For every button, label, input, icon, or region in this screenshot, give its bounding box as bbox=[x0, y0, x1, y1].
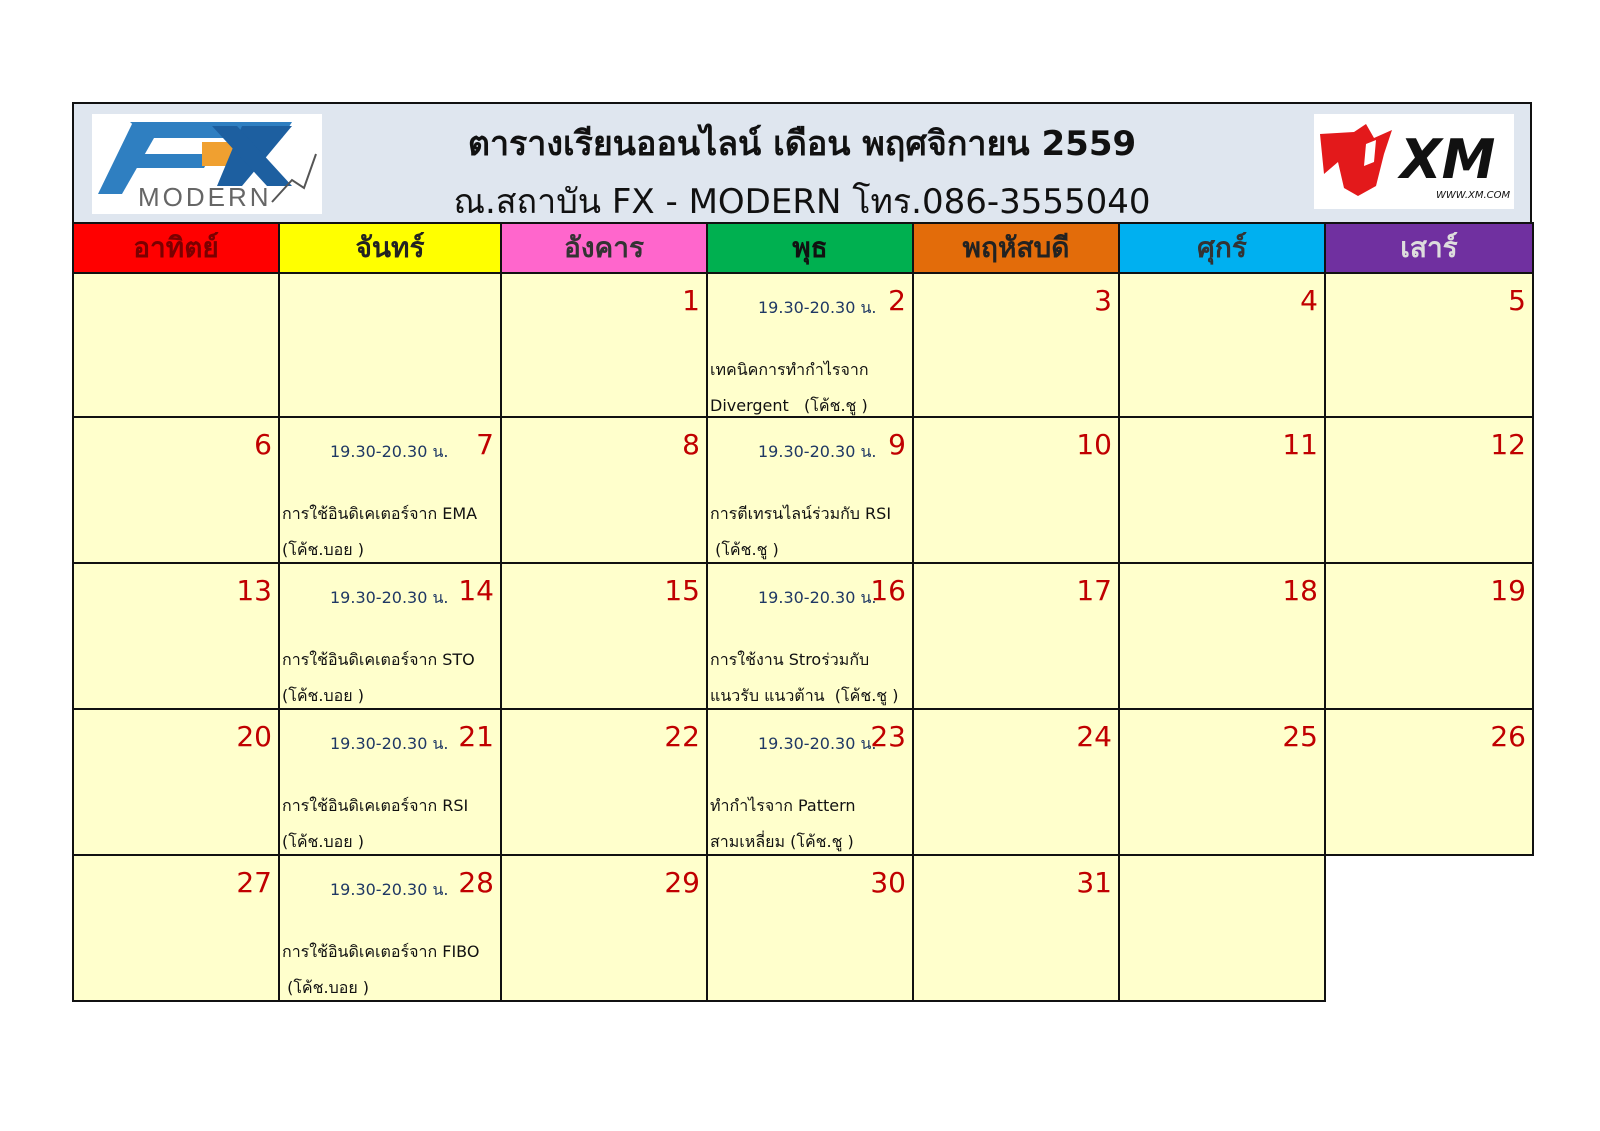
calendar-grid bbox=[72, 222, 1534, 1002]
day-number: 17 bbox=[1076, 574, 1112, 607]
day-number: 26 bbox=[1490, 720, 1526, 753]
calendar-day-cell bbox=[501, 709, 707, 855]
calendar-day-cell bbox=[1325, 709, 1533, 855]
calendar-day-cell bbox=[279, 417, 501, 563]
calendar-day-cell bbox=[1119, 417, 1325, 563]
day-number: 24 bbox=[1076, 720, 1112, 753]
class-time: 19.30-20.30 น. bbox=[758, 298, 877, 317]
calendar-subtitle: ณ.สถาบัน FX - MODERN โทร.086-3555040 bbox=[453, 182, 1151, 222]
lesson-line: เทคนิคการทำกำไรจาก bbox=[710, 360, 869, 379]
weekday-friday: ศุกร์ bbox=[1119, 223, 1325, 273]
calendar-day-cell bbox=[1325, 855, 1533, 1001]
day-number: 16 bbox=[870, 574, 906, 607]
lesson-line: การใช้งาน Stroร่วมกับ bbox=[710, 650, 870, 669]
calendar-day-cell bbox=[913, 709, 1119, 855]
weekday-thursday: พฤหัสบดี bbox=[913, 223, 1119, 273]
weekday-saturday: เสาร์ bbox=[1325, 223, 1533, 273]
day-number: 23 bbox=[870, 720, 906, 753]
day-number: 20 bbox=[236, 720, 272, 753]
lesson-line: สามเหลี่ยม (โค้ช.ชู ) bbox=[710, 832, 854, 851]
lesson-line: การใช้อินดิเคเตอร์จาก RSI bbox=[282, 796, 469, 815]
weekday-monday: จันทร์ bbox=[279, 223, 501, 273]
day-number: 27 bbox=[236, 866, 272, 899]
calendar-day-cell bbox=[707, 273, 913, 417]
calendar-day-cell bbox=[501, 273, 707, 417]
calendar-day-cell bbox=[73, 273, 279, 417]
day-number: 3 bbox=[1094, 284, 1112, 317]
calendar-day-cell bbox=[279, 563, 501, 709]
calendar-day-cell bbox=[913, 563, 1119, 709]
calendar-day-cell bbox=[707, 709, 913, 855]
calendar-day-cell bbox=[1119, 855, 1325, 1001]
day-number: 8 bbox=[682, 428, 700, 461]
calendar-day-cell bbox=[501, 563, 707, 709]
day-number: 19 bbox=[1490, 574, 1526, 607]
day-number: 13 bbox=[236, 574, 272, 607]
day-number: 18 bbox=[1282, 574, 1318, 607]
calendar-sheet bbox=[72, 102, 1532, 1002]
lesson-line: การใช้อินดิเคเตอร์จาก EMA bbox=[282, 504, 478, 523]
day-number: 25 bbox=[1282, 720, 1318, 753]
calendar-week-row bbox=[73, 273, 1533, 417]
class-time: 19.30-20.30 น. bbox=[330, 734, 449, 753]
day-number: 9 bbox=[888, 428, 906, 461]
calendar-day-cell bbox=[707, 563, 913, 709]
day-number: 7 bbox=[476, 428, 494, 461]
lesson-description bbox=[710, 642, 920, 714]
calendar-day-cell bbox=[279, 855, 501, 1001]
calendar-day-cell bbox=[73, 855, 279, 1001]
xm-logo bbox=[1314, 114, 1514, 209]
day-number: 21 bbox=[458, 720, 494, 753]
lesson-line: (โค้ช.ชู ) bbox=[710, 540, 779, 559]
day-number: 4 bbox=[1300, 284, 1318, 317]
lesson-description bbox=[282, 788, 492, 860]
weekday-tuesday: อังคาร bbox=[501, 223, 707, 273]
class-time: 19.30-20.30 น. bbox=[758, 442, 877, 461]
day-number: 10 bbox=[1076, 428, 1112, 461]
day-number: 1 bbox=[682, 284, 700, 317]
weekday-wednesday: พุธ bbox=[707, 223, 913, 273]
lesson-line: การตีเทรนไลน์ร่วมกับ RSI bbox=[710, 504, 892, 523]
class-time: 19.30-20.30 น. bbox=[330, 442, 449, 461]
lesson-line: การใช้อินดิเคเตอร์จาก STO bbox=[282, 650, 475, 669]
lesson-description bbox=[710, 496, 920, 568]
calendar-day-cell bbox=[707, 855, 913, 1001]
weekday-sunday: อาทิตย์ bbox=[73, 223, 279, 273]
day-number: 28 bbox=[458, 866, 494, 899]
day-number: 22 bbox=[664, 720, 700, 753]
calendar-day-cell bbox=[279, 709, 501, 855]
class-time: 19.30-20.30 น. bbox=[758, 588, 877, 607]
calendar-day-cell bbox=[913, 417, 1119, 563]
svg-text:XM: XM bbox=[1400, 128, 1496, 191]
day-number: 2 bbox=[888, 284, 906, 317]
day-number: 15 bbox=[664, 574, 700, 607]
lesson-description bbox=[282, 934, 492, 1006]
svg-text:WWW.XM.COM: WWW.XM.COM bbox=[1436, 190, 1511, 201]
lesson-description bbox=[710, 352, 920, 424]
calendar-day-cell bbox=[913, 855, 1119, 1001]
calendar-week-row bbox=[73, 417, 1533, 563]
calendar-day-cell bbox=[1119, 709, 1325, 855]
lesson-line: Divergent (โค้ช.ชู ) bbox=[710, 396, 868, 415]
calendar-week-row bbox=[73, 709, 1533, 855]
calendar-day-cell bbox=[73, 563, 279, 709]
weekday-header-row bbox=[73, 223, 1533, 273]
day-number: 11 bbox=[1282, 428, 1318, 461]
lesson-description bbox=[710, 788, 920, 860]
calendar-day-cell bbox=[279, 273, 501, 417]
lesson-line: (โค้ช.บอย ) bbox=[282, 686, 364, 705]
day-number: 31 bbox=[1076, 866, 1112, 899]
calendar-day-cell bbox=[73, 417, 279, 563]
lesson-description bbox=[282, 496, 492, 568]
calendar-day-cell bbox=[501, 417, 707, 563]
calendar-day-cell bbox=[1325, 563, 1533, 709]
day-number: 12 bbox=[1490, 428, 1526, 461]
day-number: 6 bbox=[254, 428, 272, 461]
lesson-line: (โค้ช.บอย ) bbox=[282, 832, 364, 851]
class-time: 19.30-20.30 น. bbox=[758, 734, 877, 753]
calendar-day-cell bbox=[707, 417, 913, 563]
class-time: 19.30-20.30 น. bbox=[330, 588, 449, 607]
lesson-line: (โค้ช.บอย ) bbox=[282, 540, 364, 559]
calendar-day-cell bbox=[1325, 417, 1533, 563]
calendar-week-row bbox=[73, 855, 1533, 1001]
calendar-day-cell bbox=[1325, 273, 1533, 417]
calendar-day-cell bbox=[73, 709, 279, 855]
day-number: 30 bbox=[870, 866, 906, 899]
calendar-title: ตารางเรียนออนไลน์ เดือน พฤศจิกายน 2559 bbox=[467, 124, 1137, 164]
calendar-header bbox=[72, 102, 1532, 222]
lesson-line: ทำกำไรจาก Pattern bbox=[710, 796, 856, 815]
lesson-description bbox=[282, 642, 492, 714]
calendar-week-row bbox=[73, 563, 1533, 709]
calendar-day-cell bbox=[1119, 273, 1325, 417]
day-number: 14 bbox=[458, 574, 494, 607]
day-number: 29 bbox=[664, 866, 700, 899]
lesson-line: (โค้ช.บอย ) bbox=[282, 978, 370, 997]
lesson-line: แนวรับ แนวต้าน (โค้ช.ชู ) bbox=[710, 686, 899, 705]
class-time: 19.30-20.30 น. bbox=[330, 880, 449, 899]
svg-text:MODERN: MODERN bbox=[138, 182, 272, 212]
calendar-day-cell bbox=[1119, 563, 1325, 709]
calendar-day-cell bbox=[501, 855, 707, 1001]
day-number: 5 bbox=[1508, 284, 1526, 317]
lesson-line: การใช้อินดิเคเตอร์จาก FIBO bbox=[282, 942, 480, 961]
calendar-day-cell bbox=[913, 273, 1119, 417]
